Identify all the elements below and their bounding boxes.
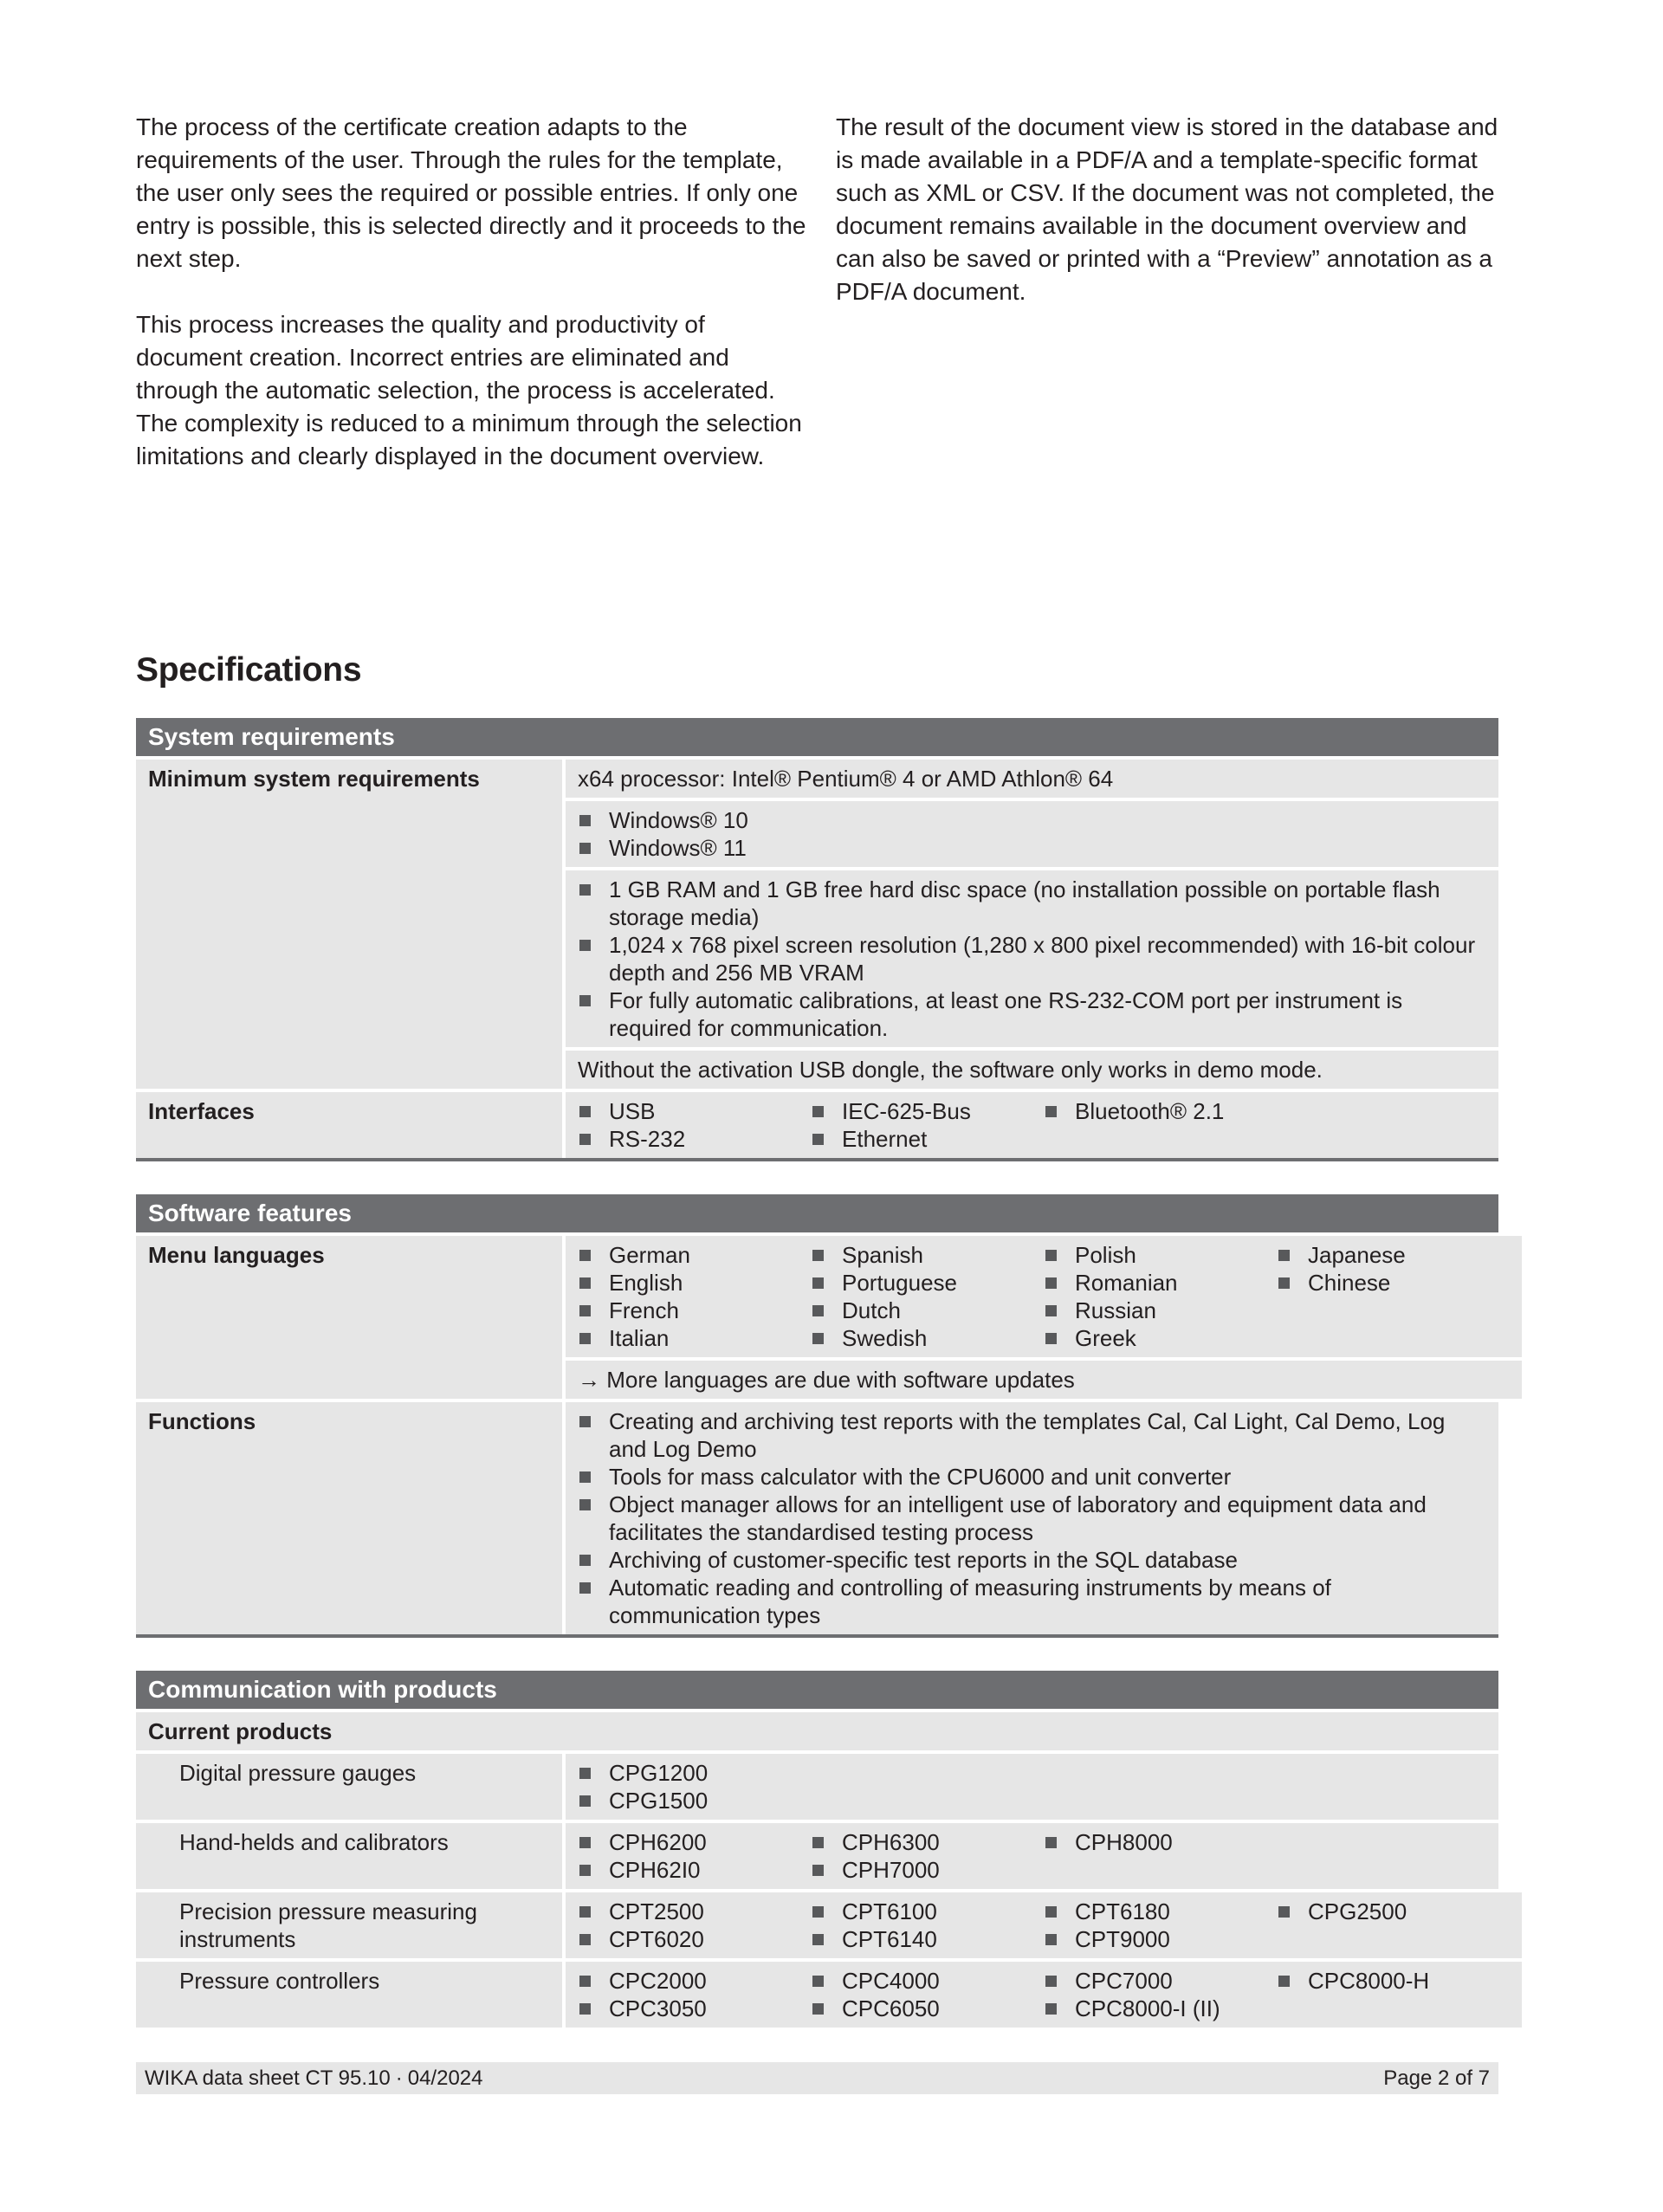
bullet-item: RS-232 xyxy=(578,1125,811,1153)
value-text: → More languages are due with software updates xyxy=(566,1361,1522,1399)
row-label: Menu languages xyxy=(136,1236,562,1399)
spec-table xyxy=(136,1194,1498,1638)
bullet-item: IEC-625-Bus xyxy=(811,1097,1044,1125)
bullet-item: CPC3050 xyxy=(578,1995,811,2022)
row-label: Interfaces xyxy=(136,1092,562,1158)
bullet-item: Swedish xyxy=(811,1324,1044,1352)
specification-tables xyxy=(136,718,1498,2060)
bullet-columns xyxy=(578,806,1486,862)
bullet-column xyxy=(578,806,1486,862)
bullet-column xyxy=(811,1828,1044,1884)
bullet-column xyxy=(578,1828,811,1884)
table-header: Communication with products xyxy=(136,1671,1498,1709)
bullet-column xyxy=(1277,1967,1510,2022)
bullet-column xyxy=(1044,1898,1277,1953)
bullet-item: CPC2000 xyxy=(578,1967,811,1995)
table-row xyxy=(136,1092,1498,1158)
row-values xyxy=(566,1823,1498,1889)
bullet-item: CPH6200 xyxy=(578,1828,811,1856)
bullet-column xyxy=(578,1898,811,1953)
bullet-item: CPC8000-H xyxy=(1277,1967,1510,1995)
bullet-column xyxy=(578,1967,811,2022)
bullet-item: Automatic reading and controlling of measuring instruments by means of communication types xyxy=(578,1574,1486,1629)
value-text: x64 processor: Intel® Pentium® 4 or AMD Athlon® 64 xyxy=(566,760,1498,798)
bullet-item: Romanian xyxy=(1044,1269,1277,1297)
bullet-item: CPT6180 xyxy=(1044,1898,1277,1925)
row-values xyxy=(566,1892,1522,1958)
bullet-item: Italian xyxy=(578,1324,811,1352)
bullet-column xyxy=(811,1898,1044,1953)
bullet-item: CPT6100 xyxy=(811,1898,1044,1925)
bullet-column xyxy=(811,1241,1044,1352)
table-header: System requirements xyxy=(136,718,1498,756)
value-list xyxy=(566,1823,1498,1889)
row-values xyxy=(566,1236,1522,1399)
row-label: Hand-helds and calibrators xyxy=(136,1823,562,1889)
bullet-item: Chinese xyxy=(1277,1269,1510,1297)
bullet-item: CPG2500 xyxy=(1277,1898,1510,1925)
value-list xyxy=(566,1092,1498,1158)
bullet-column xyxy=(1277,1898,1510,1953)
value-text: Without the activation USB dongle, the software only works in demo mode. xyxy=(566,1051,1498,1089)
bullet-column xyxy=(578,1759,1486,1814)
value-list xyxy=(566,801,1498,867)
bullet-columns xyxy=(578,1759,1486,1814)
bullet-item: Greek xyxy=(1044,1324,1277,1352)
bullet-item: CPG1500 xyxy=(578,1787,1486,1814)
bullet-item: CPT6140 xyxy=(811,1925,1044,1953)
table-row xyxy=(136,1754,1498,1820)
table-row xyxy=(136,1236,1498,1399)
bullet-columns xyxy=(578,1898,1510,1953)
footer-page-number: Page 2 of 7 xyxy=(1383,2066,1490,2090)
value-list xyxy=(566,1754,1498,1820)
bullet-columns xyxy=(578,1407,1486,1629)
bullet-columns xyxy=(578,876,1486,1042)
bullet-item: Portuguese xyxy=(811,1269,1044,1297)
bullet-columns xyxy=(578,1241,1510,1352)
bullet-item: Tools for mass calculator with the CPU6000 and unit converter xyxy=(578,1463,1486,1491)
bullet-column xyxy=(578,1097,811,1153)
bullet-item: Polish xyxy=(1044,1241,1277,1269)
specifications-heading: Specifications xyxy=(136,651,362,689)
bullet-item: Ethernet xyxy=(811,1125,1044,1153)
row-label: Digital pressure gauges xyxy=(136,1754,562,1820)
table-row xyxy=(136,1962,1498,2028)
bullet-item: English xyxy=(578,1269,811,1297)
bullet-item: Object manager allows for an intelligent use of laboratory and equipment data and facilitates the standardised testing process xyxy=(578,1491,1486,1546)
row-label: Current products xyxy=(136,1712,1498,1750)
bullet-item: For fully automatic calibrations, at least one RS-232-COM port per instrument is required for communication. xyxy=(578,986,1486,1042)
table-row xyxy=(136,760,1498,1089)
bullet-item: Dutch xyxy=(811,1297,1044,1324)
table-row xyxy=(136,1712,1498,1750)
bullet-column xyxy=(811,1097,1044,1153)
spec-table xyxy=(136,1671,1498,2028)
bullet-item: Windows® 10 xyxy=(578,806,1486,834)
intro-right-column xyxy=(836,111,1507,341)
spec-table xyxy=(136,718,1498,1161)
intro-paragraph: The result of the document view is stored in the database and is made available in a PDF/A and a template-specific format such as XML or CSV. If the document was not completed, the document remains available in the document overview and can also be saved or printed with a “Preview” annotation as a PDF/A document. xyxy=(836,113,1498,305)
bullet-item: 1 GB RAM and 1 GB free hard disc space (no installation possible on portable flash storage media) xyxy=(578,876,1486,931)
bullet-item: CPC8000-I (II) xyxy=(1044,1995,1277,2022)
bullet-item: CPT6020 xyxy=(578,1925,811,1953)
table-row xyxy=(136,1402,1498,1634)
bullet-item: CPH8000 xyxy=(1044,1828,1277,1856)
value-list xyxy=(566,1962,1522,2028)
intro-left-column xyxy=(136,111,812,506)
bullet-column xyxy=(1044,1828,1277,1884)
row-label: Precision pressure measuring instruments xyxy=(136,1892,562,1958)
bullet-column xyxy=(578,876,1486,1042)
bullet-item: CPC7000 xyxy=(1044,1967,1277,1995)
intro-paragraph: This process increases the quality and productivity of document creation. Incorrect entries are eliminated and through the automatic selection, the process is accelerated. The complexity is reduced to a minimum through the selection limitations and clearly displayed in the document overview. xyxy=(136,311,802,469)
row-label: Functions xyxy=(136,1402,562,1634)
bullet-item: CPH7000 xyxy=(811,1856,1044,1884)
bullet-column xyxy=(578,1407,1486,1629)
row-values xyxy=(566,1754,1498,1820)
bullet-item: Japanese xyxy=(1277,1241,1510,1269)
bullet-column xyxy=(1277,1241,1510,1352)
bullet-item: USB xyxy=(578,1097,811,1125)
bullet-item: German xyxy=(578,1241,811,1269)
value-list xyxy=(566,870,1498,1047)
intro-paragraph: The process of the certificate creation adapts to the requirements of the user. Through the rules for the template, the user only sees the required or possible entries. If only one entry is possible, this is selected directly and it proceeds to the next step. xyxy=(136,113,806,272)
bullet-item: CPT9000 xyxy=(1044,1925,1277,1953)
row-label: Minimum system requirements xyxy=(136,760,562,1089)
bullet-columns xyxy=(578,1967,1510,2022)
bullet-item: CPT2500 xyxy=(578,1898,811,1925)
bullet-column xyxy=(1044,1097,1277,1153)
row-values xyxy=(566,1092,1498,1158)
bullet-item: Bluetooth® 2.1 xyxy=(1044,1097,1277,1125)
bullet-item: Windows® 11 xyxy=(578,834,1486,862)
bullet-column xyxy=(1044,1241,1277,1352)
bullet-columns xyxy=(578,1828,1486,1884)
bullet-item: Russian xyxy=(1044,1297,1277,1324)
page-footer xyxy=(136,2062,1498,2094)
row-values xyxy=(566,760,1498,1089)
bullet-column xyxy=(1044,1967,1277,2022)
bullet-columns xyxy=(578,1097,1486,1153)
row-values xyxy=(566,1402,1498,1634)
bullet-item: French xyxy=(578,1297,811,1324)
bullet-item: CPH62I0 xyxy=(578,1856,811,1884)
bullet-item: Creating and archiving test reports with the templates Cal, Cal Light, Cal Demo, Log and Log Demo xyxy=(578,1407,1486,1463)
table-row xyxy=(136,1892,1498,1958)
bullet-item: Spanish xyxy=(811,1241,1044,1269)
row-values xyxy=(566,1962,1522,2028)
bullet-item: CPG1200 xyxy=(578,1759,1486,1787)
bullet-item: CPC6050 xyxy=(811,1995,1044,2022)
table-row xyxy=(136,1823,1498,1889)
bullet-column xyxy=(811,1967,1044,2022)
bullet-item: CPC4000 xyxy=(811,1967,1044,1995)
value-list xyxy=(566,1236,1522,1357)
row-label: Pressure controllers xyxy=(136,1962,562,2028)
table-header: Software features xyxy=(136,1194,1498,1232)
footer-document-id: WIKA data sheet CT 95.10 ∙ 04/2024 xyxy=(145,2066,483,2090)
bullet-item: Archiving of customer-specific test reports in the SQL database xyxy=(578,1546,1486,1574)
bullet-item: 1,024 x 768 pixel screen resolution (1,280 x 800 pixel recommended) with 16-bit colour depth and 256 MB VRAM xyxy=(578,931,1486,986)
bullet-column xyxy=(578,1241,811,1352)
value-list xyxy=(566,1892,1522,1958)
bullet-item: CPH6300 xyxy=(811,1828,1044,1856)
value-list xyxy=(566,1402,1498,1634)
